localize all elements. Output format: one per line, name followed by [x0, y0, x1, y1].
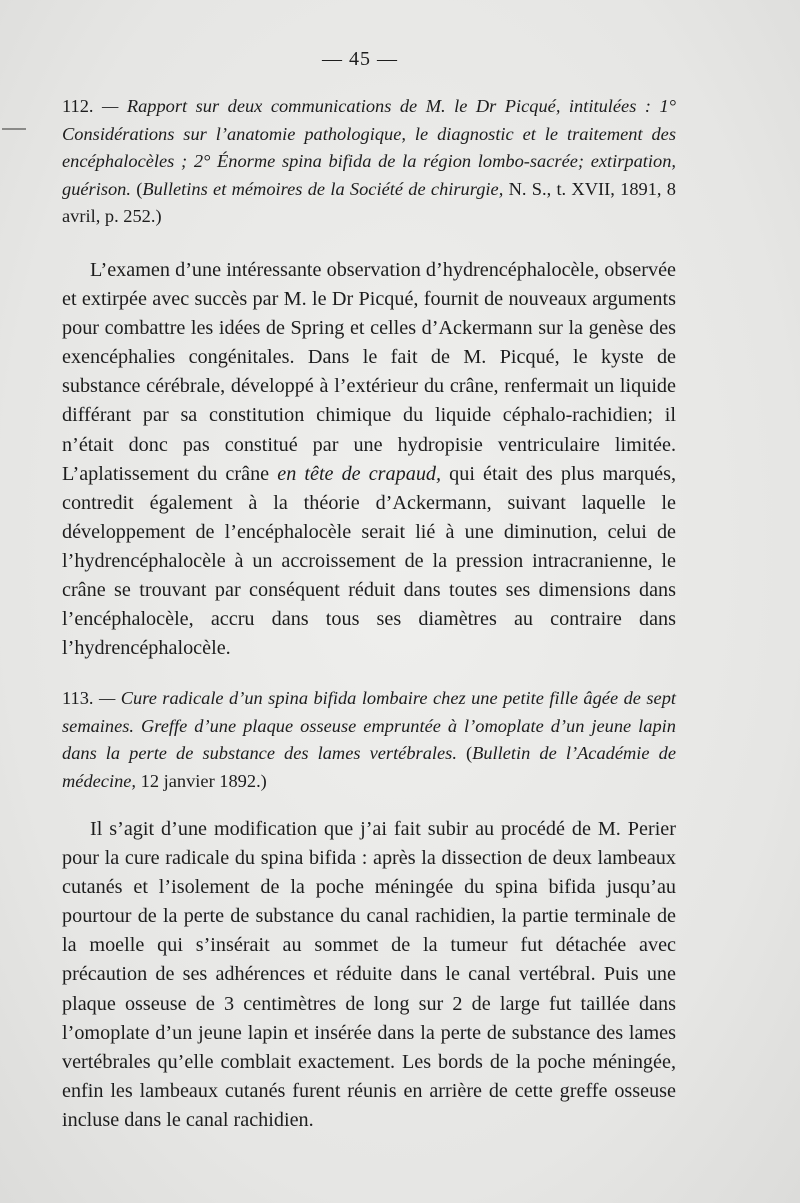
source-journal: Bulletins et mémoires de la Société de chirurgie,	[142, 178, 504, 199]
bibliography-entry-112	[62, 93, 676, 231]
source-open-paren: (	[466, 743, 473, 764]
page-number: — 45 —	[322, 48, 398, 70]
paragraph-text-end: qui était des plus marqués, contredit également à la théorie d’Ackermann, suivant laquelle le développement de l’encéphalocèle serait lié à une diminution, celui de l’hydrencéphalocèle à un accroissement de la pression intracranienne, le crâne se trouvant par conséquent réduit dans toutes ses dimensions dans l’encéphalocèle, accru dans tous ses diamètres au contraire dans l’hydrencéphalocèle.	[62, 462, 677, 660]
paragraph-text: Il s’agit d’une modification que j’ai fait subir au procédé de M. Perier pour la cure radicale du spina bifida : après la dissection de deux lambeaux cutanés et l’isolement de la poche méningée du spina bifida jusqu’au pourtour de la perte de substance du canal rachidien, la partie terminale de la moelle qui s’insérait au sommet de la tumeur fut détachée avec précaution de ses adhérences et réduite dans le canal vertébral. Puis une plaque osseuse de 3 centimètres de long sur 2 de large fut taillée dans l’omoplate d’un jeune lapin et insérée dans la perte de substance des lames vertébrales qu’elle comblait exactement. Les bords de la poche méningée, enfin les lambeaux cutanés furent réunis en arrière de cette greffe osseuse incluse dans le canal rachidien.	[62, 818, 676, 1131]
bibliography-entry-113	[62, 685, 676, 795]
source-details: N. S., t. XVII, 1891, 8 avril, p. 252.)	[62, 178, 676, 227]
source-journal: Bulletin de l’Académie de médecine,	[62, 743, 676, 791]
source-open-paren: (	[136, 178, 143, 199]
entry-title: — Rapport sur deux communications de M. le Dr Picqué, intitulées : 1° Considérations sur l’anatomie pathologique, le diagnostic et le traitement des encéphalocèles ; 2° Énorme spina bifida de la région lombo-sacrée; extirpation, guérison.	[62, 96, 677, 199]
summary-paragraph-113	[62, 815, 676, 1135]
entry-number: 113.	[62, 688, 94, 708]
entry-title: — Cure radicale d’un spina bifida lombaire chez une petite fille âgée de sept semaines. Greffe d’une plaque osseuse empruntée à l’omoplate d’un jeune lapin dans la perte de substance des lames vertébrales.	[62, 688, 676, 764]
paragraph-text-start: L’examen d’une intéressante observation d’hydrencéphalocèle, observée et extirpée avec succès par M. le Dr Picqué, fournit de nouveaux arguments pour combattre les idées de Spring et celles d’Ackermann sur la genèse des exencéphalies congénitales. Dans le fait de M. Picqué, le kyste de substance cérébrale, développé à l’extérieur du crâne, renfermait un liquide différant par sa constitution chimique du liquide céphalo-rachidien; il n’était donc pas constitué par une hydropisie ventriculaire limitée. L’aplatissement du crâne	[62, 259, 676, 485]
source-details: 12 janvier 1892.)	[140, 770, 267, 791]
entry-number: 112.	[62, 96, 94, 116]
margin-mark	[2, 128, 26, 130]
summary-paragraph-112	[62, 256, 676, 663]
paragraph-italic-phrase: en tête de crapaud,	[277, 462, 442, 485]
